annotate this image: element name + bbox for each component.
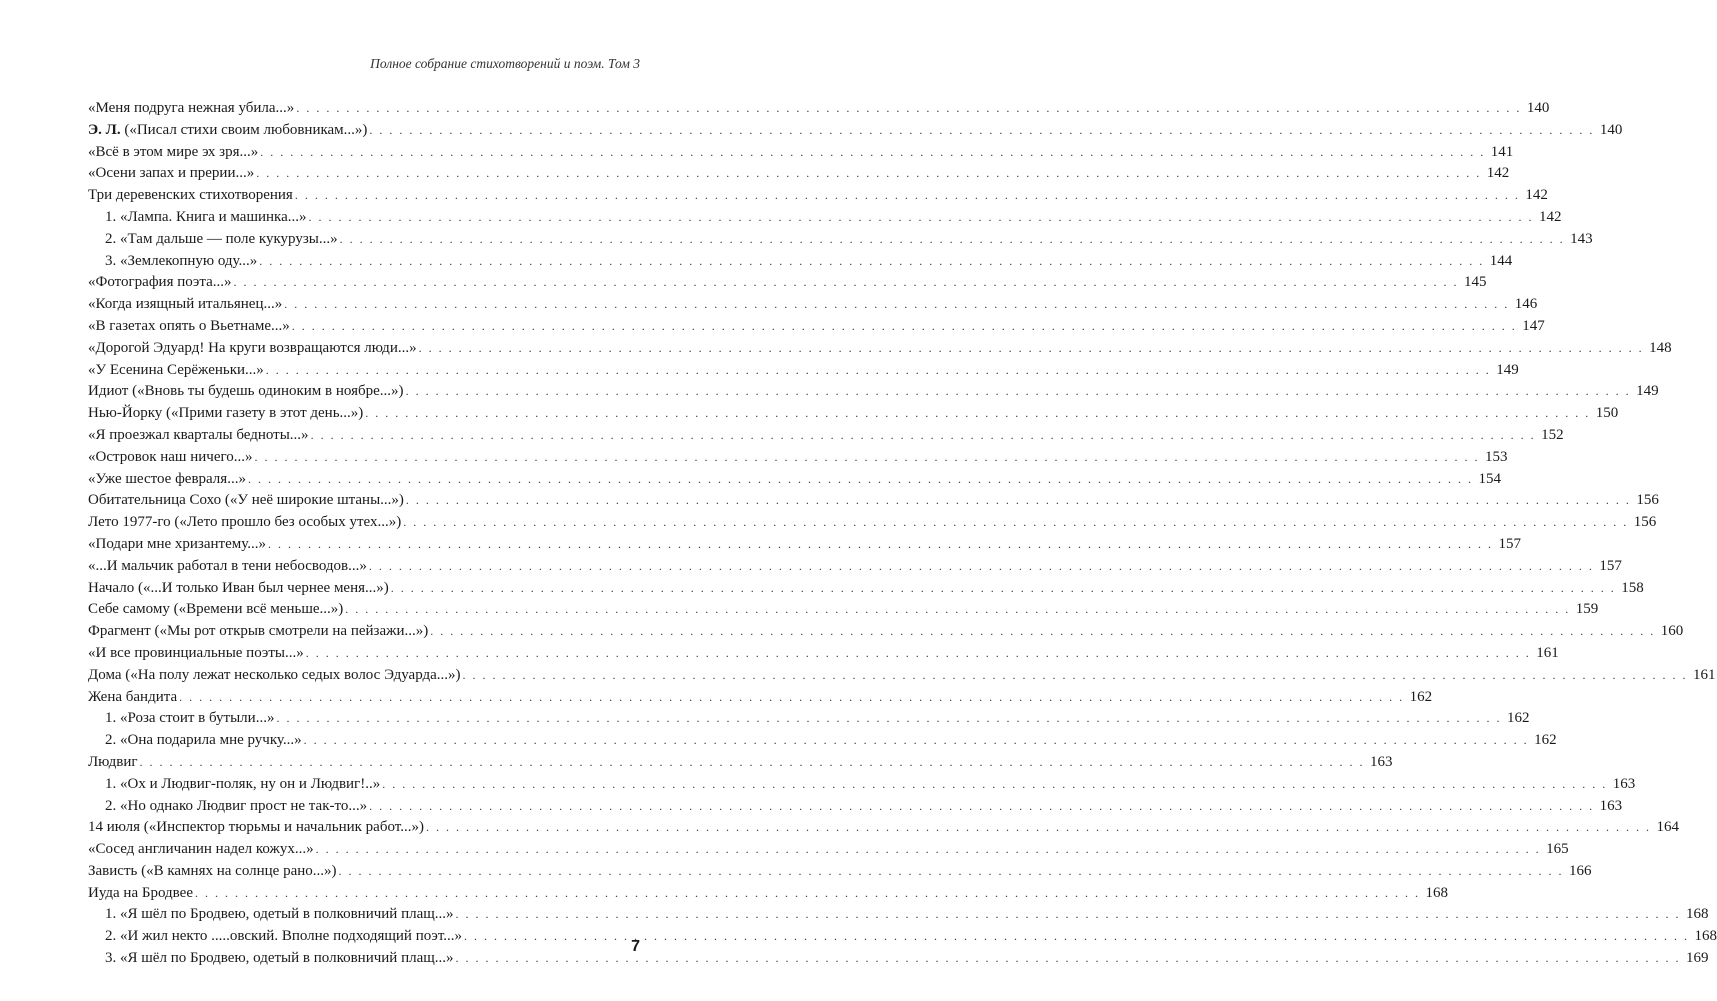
- toc-entry: [88, 948, 1709, 970]
- toc-entry-text: «Уже шестое февраля...»: [88, 470, 246, 487]
- toc-entry-text: Лето 1977-го («Лето прошло без особых утех...»): [88, 514, 402, 531]
- dot-leader: [304, 730, 1529, 752]
- toc-entry-title: [88, 425, 309, 447]
- dot-leader: [316, 839, 1541, 861]
- toc-entry-page: 156: [1633, 514, 1657, 531]
- dot-leader: [426, 817, 1651, 839]
- toc-entry-page: 157: [1599, 557, 1622, 574]
- dot-leader: [266, 360, 1491, 382]
- toc-entry-page: 163: [1599, 797, 1623, 814]
- toc-entry: [88, 251, 1513, 273]
- toc-entry-title: [88, 817, 424, 839]
- toc-entry: [88, 883, 1448, 905]
- toc-entry-page: 142: [1539, 208, 1562, 225]
- toc-entry-page: 140: [1599, 121, 1623, 138]
- toc-entry-page: 141: [1490, 143, 1514, 160]
- toc-entry-page: 159: [1575, 601, 1599, 618]
- toc-entry-text: 2. «Она подарила мне ручку...»: [105, 732, 302, 749]
- dot-leader: [276, 708, 1501, 730]
- toc-entry-text: «Я проезжал кварталы бедноты...»: [88, 426, 309, 443]
- toc-entry: [88, 796, 1623, 818]
- toc-entry-title: [88, 578, 389, 600]
- dot-leader: [256, 163, 1481, 185]
- dot-leader: [260, 142, 1485, 164]
- toc-entry: [88, 861, 1592, 883]
- dot-leader: [339, 861, 1564, 883]
- toc-entry: [88, 512, 1657, 534]
- toc-entry-title: [88, 381, 404, 403]
- toc-entry-text: «Островок наш ничего...»: [88, 448, 253, 465]
- toc-entry: [88, 556, 1622, 578]
- toc-entry-page: 149: [1496, 361, 1519, 378]
- toc-entry: [88, 294, 1538, 316]
- dot-leader: [268, 534, 1493, 556]
- toc-entry-page: 163: [1612, 775, 1636, 792]
- toc-entry-text: 1. «Ох и Людвиг-поляк, ну он и Людвиг!..»: [105, 775, 381, 792]
- toc-entry-title: [88, 120, 367, 142]
- toc-entry-title: [88, 512, 401, 534]
- toc-entry-page: 142: [1525, 187, 1548, 204]
- toc-entry-title: [88, 142, 258, 164]
- toc-entry-text: 2. «Там дальше — поле кукурузы...»: [105, 230, 338, 247]
- dot-leader: [391, 578, 1616, 600]
- toc-entry: [88, 490, 1659, 512]
- dot-leader: [284, 294, 1509, 316]
- dot-leader: [456, 904, 1681, 926]
- toc-entry-text: «Дорогой Эдуард! На круги возвращаются люди...»: [88, 339, 417, 356]
- toc-entry-text: 3. «Землекопную оду...»: [105, 252, 258, 269]
- toc-entry-text: «Фотография поэта...»: [88, 274, 232, 291]
- dot-leader: [369, 796, 1594, 818]
- toc-entry-page: 166: [1569, 862, 1592, 879]
- toc-entry-page: 168: [1686, 906, 1709, 923]
- toc-entry-title: [88, 621, 428, 643]
- toc-entry-text: Себе самому («Времени всё меньше...»): [88, 601, 344, 618]
- toc-entry-page: 148: [1649, 339, 1672, 356]
- toc-entry-text: Обитательница Сохо («У неё широкие штаны...»): [88, 492, 404, 509]
- dot-leader: [369, 120, 1594, 142]
- toc-entry-page: 168: [1694, 928, 1717, 945]
- dot-leader: [369, 556, 1594, 578]
- toc-entry: [88, 338, 1672, 360]
- toc-entry-title: [88, 883, 193, 905]
- toc-entry-text: 1. «Лампа. Книга и машинка...»: [105, 208, 307, 225]
- running-head: Полное собрание стихотворений и поэм. Том 3: [370, 56, 640, 71]
- toc-entry-title: [105, 251, 257, 273]
- toc-entry: [88, 534, 1521, 556]
- toc-entry-text: «Когда изящный итальянец...»: [88, 296, 283, 313]
- toc-entry-page: 164: [1656, 819, 1679, 836]
- toc-entry-page: 152: [1541, 426, 1564, 443]
- toc-entry-text: «...И мальчик работал в тени небосводов...»: [88, 557, 367, 574]
- toc-entry: [88, 665, 1716, 687]
- toc-entry: [88, 752, 1393, 774]
- toc-entry-text: «Подари мне хризантему...»: [88, 535, 266, 552]
- toc-entry-page: 160: [1660, 623, 1684, 640]
- toc-entry-page: 142: [1486, 165, 1510, 182]
- toc-entry-text: Идиот («Вновь ты будешь одиноким в ноябре...»): [88, 383, 404, 400]
- toc-entry-title: [88, 403, 363, 425]
- toc-entry-text: 14 июля («Инспектор тюрьмы и начальник работ...»): [88, 819, 424, 836]
- toc-entry-title: [88, 556, 367, 578]
- toc-entry: [88, 817, 1679, 839]
- toc-entry-text: 3. «Я шёл по Бродвею, одетый в полковничий плащ...»: [105, 950, 454, 967]
- table-of-contents: [88, 98, 1717, 970]
- toc-entry-title: [88, 490, 404, 512]
- toc-entry: [88, 185, 1548, 207]
- toc-entry-page: 158: [1621, 579, 1644, 596]
- toc-entry: [88, 229, 1593, 251]
- dot-leader: [403, 512, 1628, 534]
- toc-entry-title: [88, 447, 253, 469]
- toc-entry-page: 156: [1636, 492, 1659, 509]
- toc-entry: [88, 643, 1559, 665]
- dot-leader: [345, 599, 1570, 621]
- toc-entry-title: [105, 796, 367, 818]
- dot-leader: [306, 643, 1531, 665]
- toc-entry-text: Жена бандита: [88, 688, 178, 705]
- toc-entry-title: [105, 708, 274, 730]
- toc-entry: [88, 120, 1623, 142]
- toc-entry-text: Зависть («В камнях на солнце рано...»): [88, 862, 337, 879]
- toc-entry-page: 168: [1425, 884, 1448, 901]
- toc-entry-title: [88, 294, 282, 316]
- toc-entry-page: 140: [1526, 100, 1550, 116]
- dot-leader: [140, 752, 1365, 774]
- toc-entry-page: 157: [1498, 535, 1521, 552]
- toc-entry-text: Иуда на Бродвее: [88, 884, 193, 901]
- toc-entry-page: 145: [1464, 274, 1487, 291]
- toc-entry-title: [88, 861, 337, 883]
- toc-entry-page: 150: [1595, 405, 1619, 422]
- toc-entry: [88, 926, 1717, 948]
- toc-entry-page: 149: [1636, 383, 1659, 400]
- toc-entry-text: Фрагмент («Мы рот открыв смотрели на пейзажи...»): [88, 623, 429, 640]
- toc-entry-title: [105, 926, 462, 948]
- toc-entry-page: 154: [1478, 470, 1501, 487]
- toc-entry: [88, 708, 1530, 730]
- dot-leader: [406, 381, 1631, 403]
- toc-entry-page: 162: [1534, 732, 1557, 749]
- toc-entry-text: 1. «Роза стоит в бутыли...»: [105, 710, 275, 727]
- toc-entry: [88, 447, 1508, 469]
- toc-entry-title: [88, 316, 290, 338]
- toc-entry-page: 161: [1693, 666, 1716, 683]
- toc-entry-title: [88, 338, 417, 360]
- toc-entry-page: 153: [1485, 448, 1508, 465]
- toc-entry-page: 143: [1570, 230, 1593, 247]
- dot-leader: [311, 425, 1536, 447]
- toc-entry-title: [88, 752, 138, 774]
- toc-entry: [88, 621, 1684, 643]
- toc-entry: [88, 98, 1550, 120]
- toc-entry-title: [88, 272, 232, 294]
- toc-entry-page: 146: [1514, 296, 1538, 313]
- toc-entry-title: [105, 948, 454, 970]
- dot-leader: [195, 883, 1420, 905]
- dot-leader: [234, 272, 1459, 294]
- toc-entry-text: Три деревенских стихотворения: [88, 187, 293, 204]
- toc-entry: [88, 142, 1514, 164]
- dot-leader: [248, 469, 1473, 491]
- toc-entry-title: [88, 360, 264, 382]
- toc-entry-text: 2. «Но однако Людвиг прост не так-то...»: [105, 797, 368, 814]
- dot-leader: [382, 774, 1607, 796]
- toc-entry-text: Нью-Йорку («Прими газету в этот день...»): [88, 405, 364, 422]
- toc-entry-author: Э. Л.: [88, 121, 121, 138]
- dot-leader: [419, 338, 1644, 360]
- toc-entry-text: «И все провинциальные поэты...»: [88, 644, 304, 661]
- toc-entry-title: [88, 687, 177, 709]
- toc-entry-title: [88, 469, 246, 491]
- toc-entry: [88, 578, 1644, 600]
- toc-entry-text: «Сосед англичанин надел кожух...»: [88, 841, 314, 858]
- toc-entry-title: [88, 599, 343, 621]
- dot-leader: [365, 403, 1590, 425]
- toc-entry-title: [88, 163, 254, 185]
- toc-entry-text: «Всё в этом мире эх зря...»: [88, 143, 259, 160]
- toc-entry-page: 147: [1522, 317, 1545, 334]
- toc-entry-page: 169: [1686, 950, 1709, 967]
- toc-entry-title: [88, 643, 304, 665]
- toc-entry: [88, 730, 1557, 752]
- toc-entry: [88, 469, 1501, 491]
- toc-entry-text: «Осени запах и прерии...»: [88, 165, 255, 182]
- toc-entry-title: [105, 774, 380, 796]
- toc-entry-title: [105, 730, 302, 752]
- page-number: 7: [631, 938, 640, 955]
- toc-entry-page: 162: [1409, 688, 1433, 705]
- toc-entry-text: 2. «И жил некто .....овский. Вполне подходящий поэт...»: [105, 928, 463, 945]
- toc-entry-page: 162: [1506, 710, 1530, 727]
- toc-entry: [88, 272, 1487, 294]
- dot-leader: [292, 316, 1517, 338]
- toc-entry: [88, 904, 1709, 926]
- dot-leader: [463, 665, 1688, 687]
- toc-entry: [88, 687, 1433, 709]
- toc-entry-page: 161: [1536, 644, 1559, 661]
- toc-entry-title: [88, 185, 293, 207]
- toc-entry: [88, 207, 1562, 229]
- toc-entry-text: «У Есенина Серёженьки...»: [88, 361, 264, 378]
- dot-leader: [464, 926, 1689, 948]
- toc-entry-text: Дома («На полу лежат несколько седых волос Эдуарда...»): [88, 666, 461, 683]
- toc-entry-title: [105, 229, 338, 251]
- toc-entry: [88, 774, 1636, 796]
- toc-entry-text: 1. «Я шёл по Бродвею, одетый в полковничий плащ...»: [105, 906, 454, 923]
- dot-leader: [259, 251, 1484, 273]
- toc-entry-page: 163: [1370, 753, 1393, 770]
- dot-leader: [430, 621, 1655, 643]
- dot-leader: [255, 447, 1480, 469]
- toc-entry: [88, 381, 1659, 403]
- toc-entry-text: Людвиг: [88, 753, 138, 770]
- dot-leader: [309, 207, 1534, 229]
- toc-entry: [88, 163, 1510, 185]
- toc-entry: [88, 599, 1599, 621]
- toc-entry-title: [88, 839, 314, 861]
- toc-entry-page: 165: [1546, 841, 1569, 858]
- toc-entry-title: [88, 665, 461, 687]
- toc-entry: [88, 403, 1619, 425]
- toc-entry-title: [105, 207, 307, 229]
- toc-entry: [88, 839, 1569, 861]
- dot-leader: [295, 185, 1520, 207]
- toc-entry: [88, 316, 1545, 338]
- toc-entry-text: «В газетах опять о Вьетнаме...»: [88, 317, 290, 334]
- dot-leader: [406, 490, 1631, 512]
- toc-entry: [88, 425, 1564, 447]
- toc-entry-text: («Писал стихи своим любовникам...»): [120, 121, 368, 138]
- dot-leader: [340, 229, 1565, 251]
- toc-entry-title: [88, 98, 294, 120]
- toc-entry-title: [88, 534, 266, 556]
- toc-entry-text: «Меня подруга нежная убила...»: [88, 100, 295, 116]
- toc-entry-page: 144: [1489, 252, 1513, 269]
- toc-entry-text: Начало («...И только Иван был чернее меня...»): [88, 579, 389, 596]
- dot-leader: [179, 687, 1404, 709]
- toc-entry-title: [105, 904, 454, 926]
- toc-entry: [88, 360, 1519, 382]
- dot-leader: [296, 98, 1521, 120]
